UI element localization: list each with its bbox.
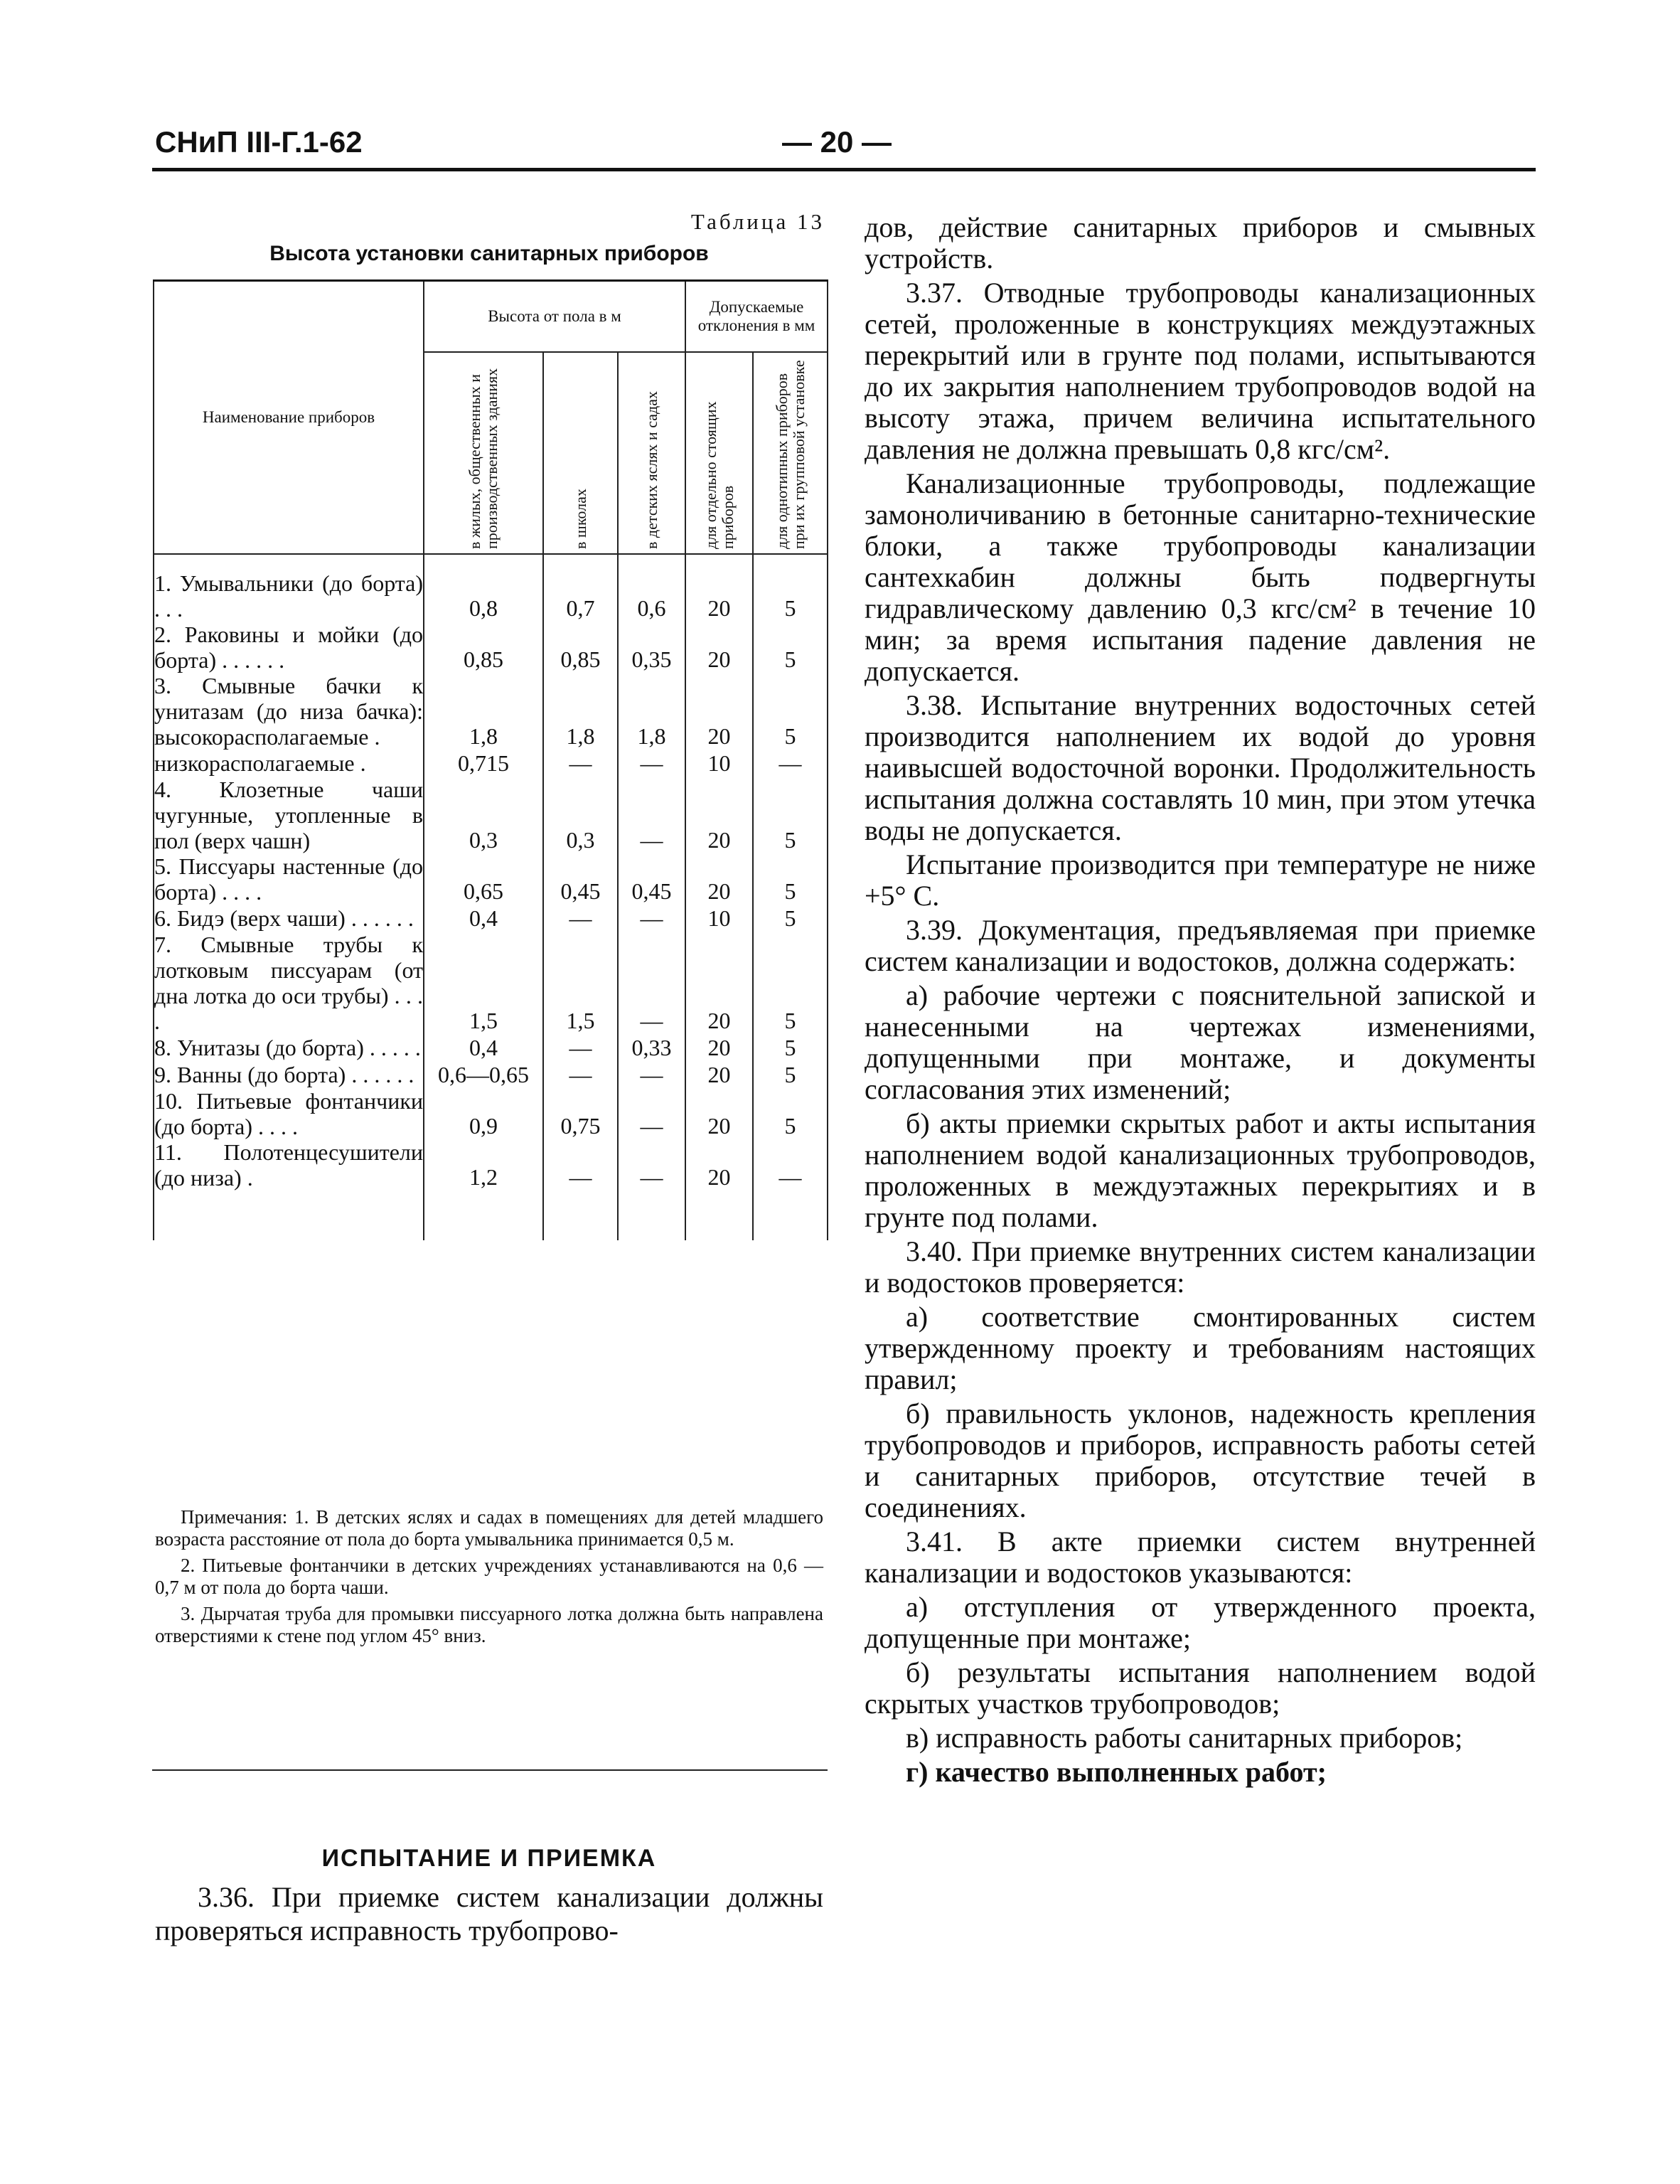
value-group: 5	[753, 853, 828, 905]
value-schools: 0,75	[543, 1088, 618, 1139]
value-group: 5	[753, 1088, 828, 1139]
value-standalone: 20	[685, 570, 753, 622]
fixture-name: 10. Питьевые фонтанчики (до борта) . . . .	[154, 1088, 423, 1139]
value-nurseries: —	[618, 750, 685, 777]
value-schools: 1,8	[543, 673, 618, 750]
table-end-rule	[152, 1769, 828, 1771]
header-fixture-name: Наименование приборов	[154, 281, 424, 555]
value-residential: 0,8	[424, 570, 543, 622]
value-residential: 0,4	[424, 1034, 543, 1061]
note-2: 2. Питьевые фонтанчики в детских учреждениях устанавливаются на 0,6 — 0,7 м от пола до борта чаши.	[155, 1555, 823, 1598]
value-schools: 0,7	[543, 570, 618, 622]
table-row	[154, 1034, 828, 1061]
value-standalone: 10	[685, 905, 753, 932]
value-standalone: 20	[685, 622, 753, 673]
table-row	[154, 1088, 828, 1139]
value-schools: —	[543, 1061, 618, 1088]
value-residential: 0,6—0,65	[424, 1061, 543, 1088]
list-item-3-41-v: в) исправность работы санитарных приборов;	[906, 1722, 1463, 1754]
value-nurseries: —	[618, 1088, 685, 1139]
list-item-3-39-a: а) рабочие чертежи с пояснительной запиской и нанесенными на чертежах изменениями, допущенными при монтаже, и документы согласования этих изменений;	[865, 979, 1536, 1105]
value-nurseries: —	[618, 905, 685, 932]
value-residential: 1,5	[424, 932, 543, 1034]
table-row	[154, 1139, 828, 1190]
table-row	[154, 853, 828, 905]
value-group: 5	[753, 932, 828, 1034]
value-nurseries: —	[618, 777, 685, 853]
note-1: Примечания: 1. В детских яслях и садах в помещениях для детей младшего возраста расстояние от пола до борта умывальника принимается 0,5 м.	[155, 1506, 823, 1550]
value-residential: 0,4	[424, 905, 543, 932]
right-column-text	[865, 212, 1536, 1791]
paragraph-3-41: 3.41. В акте приемки систем внутренней канализации и водостоков указываются:	[865, 1525, 1536, 1589]
value-schools: —	[543, 750, 618, 777]
table-body	[154, 570, 828, 1190]
table-row	[154, 905, 828, 932]
list-item-3-41-b: б) результаты испытания наполнением водой скрытых участков трубопроводов;	[865, 1656, 1536, 1720]
fixture-name: 11. Полотенцесушители (до низа) .	[154, 1139, 423, 1190]
value-schools: —	[543, 1139, 618, 1190]
fixture-name: 6. Бидэ (верх чаши) . . . . . .	[154, 905, 424, 932]
value-nurseries: —	[618, 932, 685, 1034]
paragraph-sewer-blocks: Канализационные трубопроводы, подлежащие замоноличиванию в бетонные санитарно-технические блоки, а также трубопроводы канализации сантехкабин должны быть подвергнуты гидравлическому давлению 0,3 кгс/см² в течение 10 мин; за время испытания падение давления не допускается.	[865, 467, 1536, 687]
value-residential: 0,715	[424, 750, 543, 777]
value-group: —	[753, 1139, 828, 1190]
sanitary-fixtures-table	[153, 279, 828, 1240]
list-item-3-40-b: б) правильность уклонов, надежность крепления трубопроводов и приборов, исправность работы сетей и санитарных приборов, отсутствие течей в соединениях.	[865, 1397, 1536, 1523]
value-residential: 0,85	[424, 622, 543, 673]
paragraph-temperature: Испытание производится при температуре не ниже +5° С.	[865, 848, 1536, 912]
fixture-name: низкорасполагаемые .	[154, 750, 424, 777]
fixture-name: 5. Писсуары настенные (до борта) . . . .	[154, 853, 423, 905]
value-nurseries: —	[618, 1061, 685, 1088]
table-row	[154, 1061, 828, 1088]
paragraph-3-36: 3.36. При приемке систем канализации должны проверяться исправность трубопрово-	[155, 1881, 823, 1946]
header-tolerance-group: Допускаемые отклонения в мм	[685, 281, 828, 353]
table-row	[154, 750, 828, 777]
fixture-name: 8. Унитазы (до борта) . . . . .	[154, 1034, 424, 1061]
value-residential: 0,9	[424, 1088, 543, 1139]
value-residential: 1,8	[424, 673, 543, 750]
table-row	[154, 673, 828, 750]
header-height-group: Высота от пола в м	[424, 281, 685, 353]
table-number: Таблица 13	[690, 209, 825, 234]
section-heading: ИСПЫТАНИЕ И ПРИЕМКА	[321, 1845, 657, 1872]
paragraph-continued: дов, действие санитарных приборов и смывных устройств.	[865, 211, 1536, 275]
list-item-3-39-b: б) акты приемки скрытых работ и акты испытания наполнением водой канализационных трубопроводов, проложенных в междуэтажных перекрытиях и в грунте под полами.	[865, 1107, 1536, 1233]
value-nurseries: 0,33	[618, 1034, 685, 1061]
list-item-3-40-a: а) соответствие смонтированных систем утвержденному проекту и требованиям настоящих правил;	[865, 1301, 1536, 1395]
list-item-3-41-g: г) качество выполненных работ;	[906, 1756, 1327, 1788]
value-group: 5	[753, 622, 828, 673]
table-row	[154, 570, 828, 622]
value-standalone: 20	[685, 1034, 753, 1061]
value-standalone: 20	[685, 777, 753, 853]
value-schools: 0,85	[543, 622, 618, 673]
fixture-name: 3. Смывные бачки к унитазам (до низа бачка): высокорасполагаемые .	[154, 673, 423, 750]
value-schools: 0,3	[543, 777, 618, 853]
left-column-text	[155, 1880, 823, 1947]
table-notes	[155, 1506, 823, 1651]
value-standalone: 10	[685, 750, 753, 777]
value-standalone: 20	[685, 673, 753, 750]
value-group: 5	[753, 1061, 828, 1088]
table-row	[154, 932, 828, 1034]
value-group: 5	[753, 1034, 828, 1061]
value-standalone: 20	[685, 1061, 753, 1088]
page-number: — 20 —	[782, 125, 892, 159]
header-rule	[152, 168, 1536, 171]
value-standalone: 20	[685, 853, 753, 905]
paragraph-3-38: 3.38. Испытание внутренних водосточных сетей производится наполнением их водой до уровня наивысшей водосточной воронки. Продолжительность испытания должна составлять 10 мин, при этом утечка воды не допускается.	[865, 689, 1536, 846]
header-col-standalone: для отдельно стоящих приборов	[701, 401, 737, 549]
value-schools: 1,5	[543, 932, 618, 1034]
fixture-name: 2. Раковины и мойки (до борта) . . . . . .	[154, 622, 423, 673]
value-nurseries: 0,35	[618, 622, 685, 673]
paragraph-3-37: 3.37. Отводные трубопроводы канализационных сетей, проложенные в конструкциях междуэтажных перекрытий или в грунте под полами, испытываются до их закрытия наполнением трубопроводов водой на высоту этажа, причем величина испытательного давления не должна превышать 0,8 кгс/см².	[865, 277, 1536, 465]
list-item-3-41-a: а) отступления от утвержденного проекта, допущенные при монтаже;	[865, 1591, 1536, 1654]
value-schools: —	[543, 1034, 618, 1061]
value-group: 5	[753, 570, 828, 622]
value-schools: —	[543, 905, 618, 932]
document-code: СНиП III-Г.1-62	[155, 125, 363, 159]
value-standalone: 20	[685, 1139, 753, 1190]
value-nurseries: 0,45	[618, 853, 685, 905]
header-col-nurseries: в детских яслях и садах	[642, 391, 660, 549]
header-col-group: для однотипных приборов при их групповой установке	[772, 360, 808, 549]
paragraph-3-40: 3.40. При приемке внутренних систем канализации и водостоков проверяется:	[865, 1235, 1536, 1299]
fixture-name: 7. Смывные трубы к лотковым писсуарам (от дна лотка до оси трубы) . . . .	[154, 932, 423, 1034]
fixture-name: 9. Ванны (до борта) . . . . . .	[154, 1061, 424, 1088]
value-group: 5	[753, 777, 828, 853]
note-3: 3. Дырчатая труба для промывки писсуарного лотка должна быть направлена отверстиями к стене под углом 45° вниз.	[155, 1603, 823, 1646]
fixture-name: 4. Клозетные чаши чугунные, утопленные в пол (верх чашн)	[154, 777, 423, 853]
fixture-name: 1. Умывальники (до борта) . . .	[154, 570, 423, 622]
table-row	[154, 622, 828, 673]
header-col-residential: в жилых, общественных и производственных зданиях	[466, 368, 501, 549]
value-residential: 0,65	[424, 853, 543, 905]
value-residential: 1,2	[424, 1139, 543, 1190]
value-group: 5	[753, 905, 828, 932]
value-nurseries: 1,8	[618, 673, 685, 750]
value-nurseries: —	[618, 1139, 685, 1190]
value-standalone: 20	[685, 1088, 753, 1139]
value-group: —	[753, 750, 828, 777]
value-standalone: 20	[685, 932, 753, 1034]
value-nurseries: 0,6	[618, 570, 685, 622]
value-schools: 0,45	[543, 853, 618, 905]
paragraph-3-39: 3.39. Документация, предъявляемая при приемке систем канализации и водостоков, должна содержать:	[865, 914, 1536, 977]
value-residential: 0,3	[424, 777, 543, 853]
table-row	[154, 777, 828, 853]
header-col-schools: в школах	[571, 489, 589, 549]
value-group: 5	[753, 673, 828, 750]
table-title: Высота установки санитарных приборов	[269, 242, 709, 265]
